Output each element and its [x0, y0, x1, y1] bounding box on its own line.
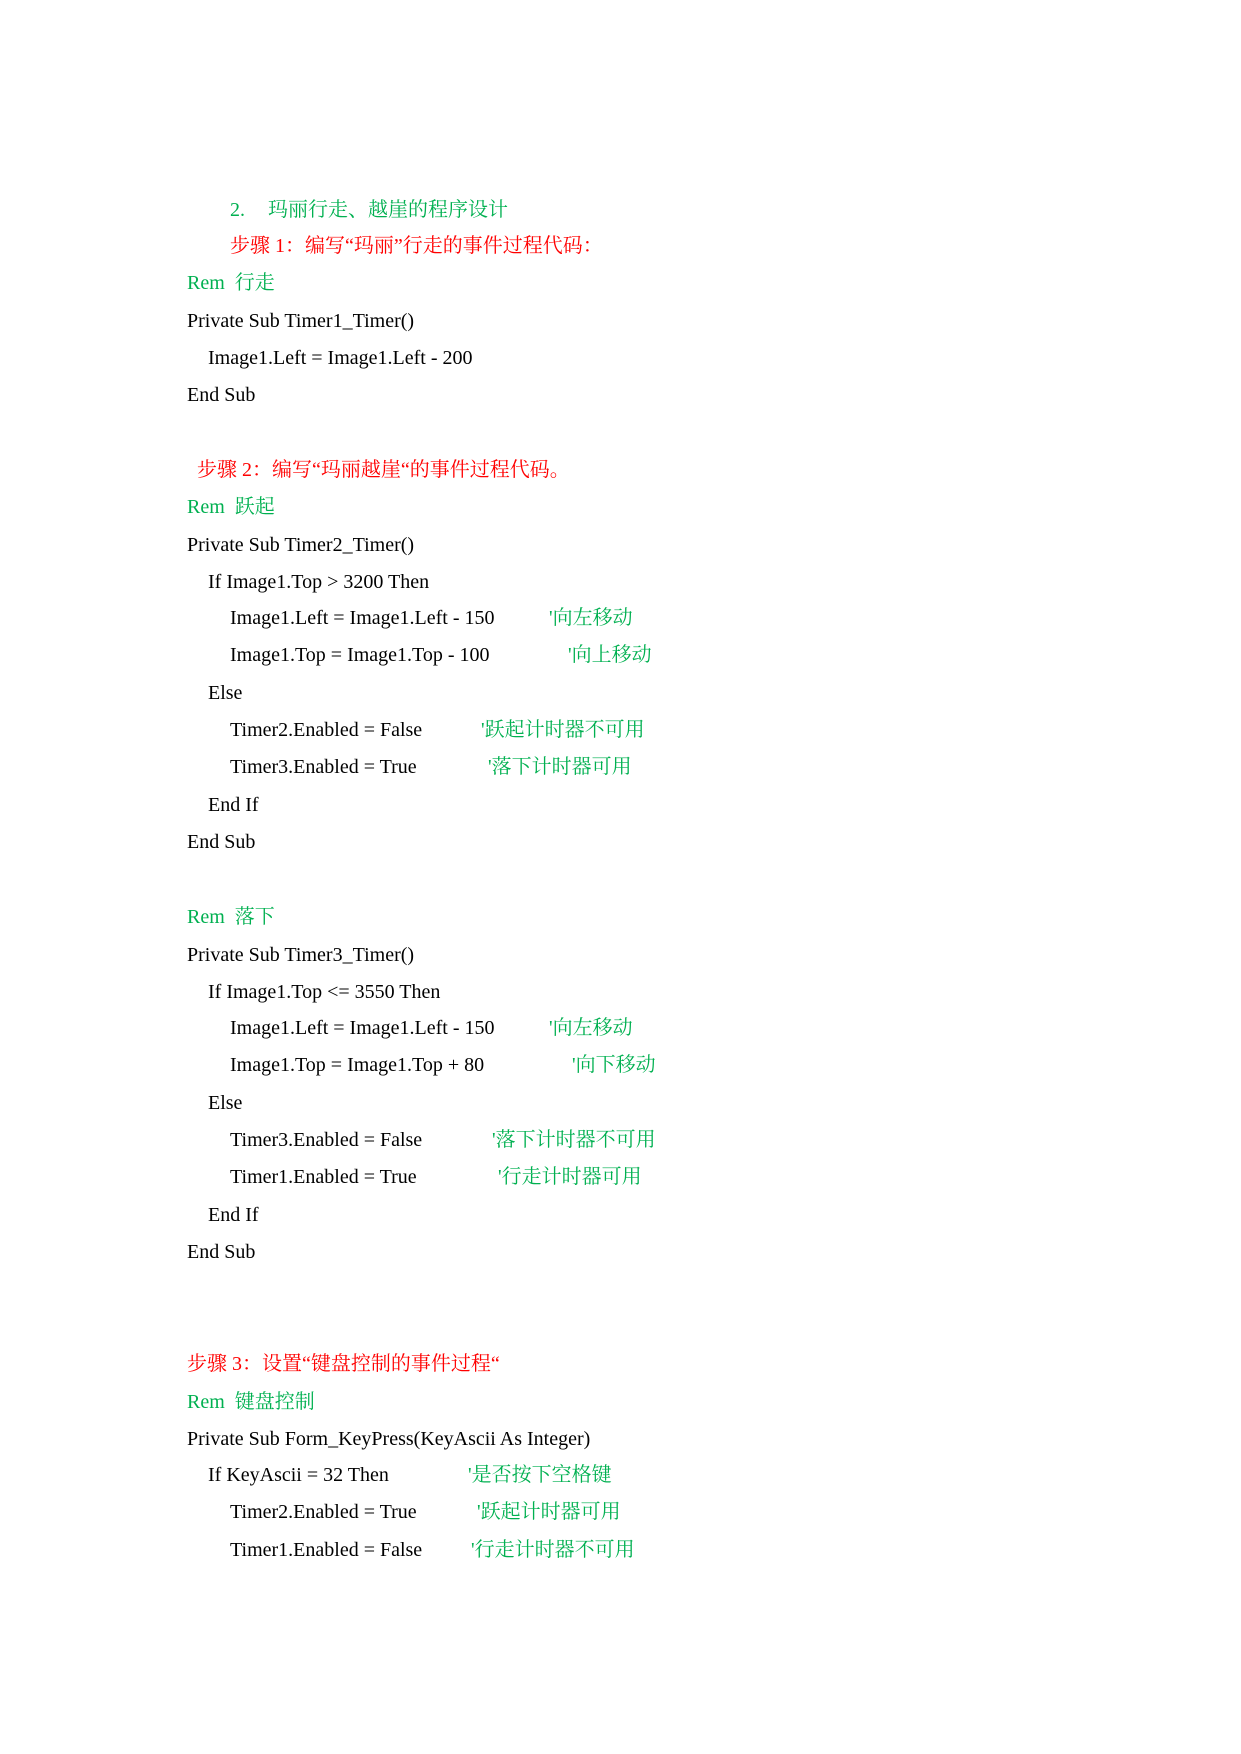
code-line — [0, 1532, 635, 1568]
code-text: Timer1.Enabled = False — [230, 1539, 423, 1561]
code-text: Image1.Top = Image1.Top + 80 — [230, 1054, 485, 1076]
code-line — [0, 937, 415, 973]
code-text: Image1.Left = Image1.Left - 200 — [208, 347, 473, 369]
rem-jump-text: Rem 跃起 — [187, 496, 275, 518]
code-comment: '向上移动 — [568, 644, 652, 666]
code-line — [0, 749, 632, 785]
code-text: If KeyAscii = 32 Then — [208, 1464, 389, 1486]
rem-walk — [0, 265, 275, 301]
code-line — [0, 1159, 642, 1195]
code-text: Image1.Top = Image1.Top - 100 — [230, 644, 490, 666]
rem-fall — [0, 899, 275, 935]
code-text: End Sub — [187, 831, 256, 853]
code-comment: '向左移动 — [549, 1017, 633, 1039]
code-text: Timer2.Enabled = False — [230, 719, 423, 741]
code-text: Timer3.Enabled = False — [230, 1129, 423, 1151]
code-line — [0, 564, 430, 600]
code-comment: '行走计时器可用 — [498, 1166, 642, 1188]
code-line — [0, 824, 256, 860]
rem-keyboard-text: Rem 键盘控制 — [187, 1391, 315, 1413]
code-line — [0, 303, 415, 339]
code-line — [0, 1010, 633, 1046]
code-text: End Sub — [187, 1241, 256, 1263]
code-text: If Image1.Top > 3200 Then — [208, 571, 430, 593]
code-line — [0, 787, 259, 823]
rem-fall-text: Rem 落下 — [187, 906, 275, 928]
code-comment: '行走计时器不可用 — [471, 1539, 635, 1561]
code-text: Else — [208, 1092, 243, 1114]
code-text: Private Sub Timer1_Timer() — [187, 310, 415, 332]
code-line — [0, 1494, 621, 1530]
code-comment: '跃起计时器不可用 — [481, 719, 645, 741]
rem-keyboard — [0, 1384, 315, 1420]
section-title: 玛丽行走、越崖的程序设计 — [268, 199, 508, 221]
code-comment: '向左移动 — [549, 607, 633, 629]
code-line — [0, 1122, 656, 1158]
code-text: End Sub — [187, 384, 256, 406]
code-text: Else — [208, 682, 243, 704]
code-text: Timer2.Enabled = True — [230, 1501, 417, 1523]
code-text: End If — [208, 1204, 259, 1226]
code-line — [0, 340, 473, 376]
code-line — [0, 675, 243, 711]
code-line — [0, 1085, 243, 1121]
code-comment: '落下计时器可用 — [488, 756, 632, 778]
code-line — [0, 974, 441, 1010]
step-3-label — [0, 1346, 500, 1382]
code-line — [0, 712, 645, 748]
code-line — [0, 1197, 259, 1233]
code-line — [0, 377, 256, 413]
step-1-label — [0, 228, 603, 264]
code-comment: '是否按下空格键 — [468, 1464, 612, 1486]
section-heading — [0, 192, 508, 228]
code-line — [0, 1234, 256, 1270]
code-text: Timer3.Enabled = True — [230, 756, 417, 778]
step-2-label — [0, 452, 570, 488]
step-3-text: 步骤 3：设置“键盘控制的事件过程“ — [187, 1353, 500, 1375]
code-text: Private Sub Timer3_Timer() — [187, 944, 415, 966]
code-line — [0, 637, 652, 673]
section-number: 2. — [230, 199, 245, 221]
code-line — [0, 527, 415, 563]
code-comment: '落下计时器不可用 — [492, 1129, 656, 1151]
step-1-text: 步骤 1：编写“玛丽”行走的事件过程代码： — [230, 235, 603, 257]
code-text: Timer1.Enabled = True — [230, 1166, 417, 1188]
step-2-text: 步骤 2：编写“玛丽越崖“的事件过程代码。 — [197, 459, 570, 481]
code-text: Image1.Left = Image1.Left - 150 — [230, 1017, 495, 1039]
code-line — [0, 1421, 591, 1457]
code-text: End If — [208, 794, 259, 816]
rem-walk-text: Rem 行走 — [187, 272, 275, 294]
rem-jump — [0, 489, 275, 525]
code-text: If Image1.Top <= 3550 Then — [208, 981, 441, 1003]
code-text: Private Sub Form_KeyPress(KeyAscii As Integer) — [187, 1428, 591, 1450]
code-line — [0, 600, 633, 636]
code-comment: '跃起计时器可用 — [477, 1501, 621, 1523]
code-line — [0, 1457, 612, 1493]
code-comment: '向下移动 — [572, 1054, 656, 1076]
code-text: Private Sub Timer2_Timer() — [187, 534, 415, 556]
code-line — [0, 1047, 656, 1083]
code-text: Image1.Left = Image1.Left - 150 — [230, 607, 495, 629]
